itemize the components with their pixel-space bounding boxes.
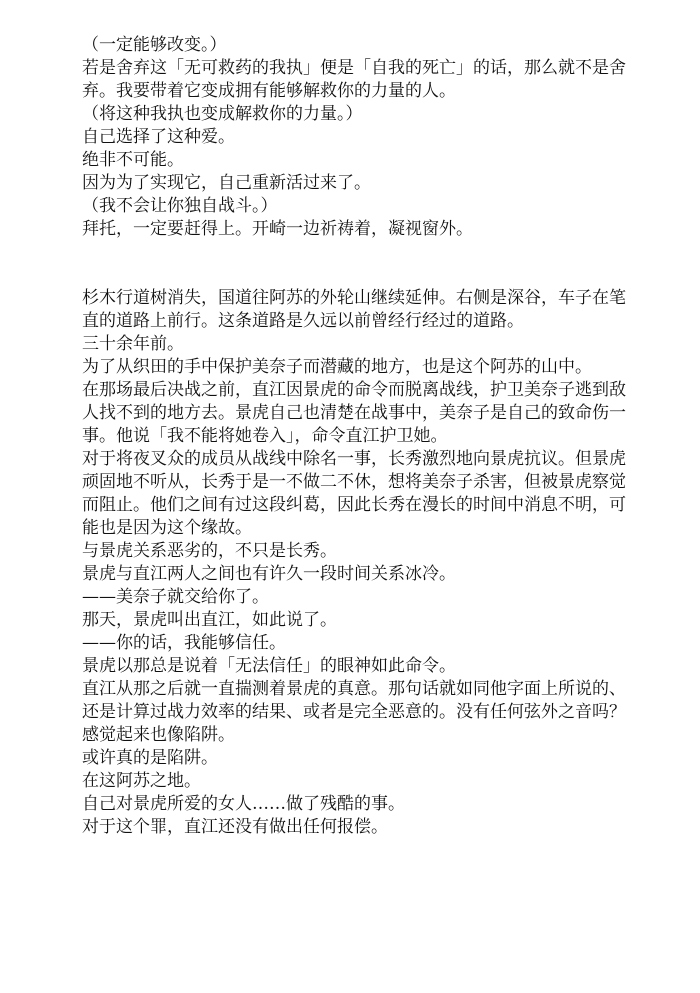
paragraph: 景虎与直江两人之间也有许久一段时间关系冰冷。 — [82, 564, 456, 584]
paragraph: 对于这个罪，直江还没有做出任何报偿。 — [82, 817, 388, 837]
paragraph: 若是舍弃这「无可救药的我执」便是「自我的死亡」的话，那么就不是舍弃。我要带着它变成拥有能够解救你的力量的人。 — [82, 58, 626, 101]
paragraph: 为了从织田的手中保护美奈子而潜藏的地方，也是这个阿苏的山中。 — [82, 357, 592, 377]
paragraph: 绝非不可能。 — [82, 150, 184, 170]
paragraph: 在那场最后决战之前，直江因景虎的命令而脱离战线，护卫美奈子逃到敌人找不到的地方去。景虎自己也清楚在战事中，美奈子是自己的致命伤一事。他说「我不能将她卷入」，命令直江护卫她。 — [82, 380, 626, 446]
paragraph: （一定能够改变。） — [82, 35, 227, 55]
section-one — [82, 34, 638, 241]
paragraph: ——你的话，我能够信任。 — [82, 633, 286, 653]
novel-page — [82, 34, 638, 839]
paragraph: ——美奈子就交给你了。 — [82, 587, 269, 607]
paragraph: 或许真的是陷阱。 — [82, 748, 218, 768]
section-two — [82, 287, 638, 839]
paragraph: （将这种我执也变成解救你的力量。） — [82, 104, 363, 124]
paragraph: 与景虎关系恶劣的，不只是长秀。 — [82, 541, 337, 561]
paragraph: 自己对景虎所爱的女人……做了残酷的事。 — [82, 794, 405, 814]
paragraph: 因为为了实现它，自己重新活过来了。 — [82, 173, 371, 193]
paragraph: 对于将夜叉众的成员从战线中除名一事，长秀激烈地向景虎抗议。但景虎顽固地不听从，长秀于是一不做二不休，想将美奈子杀害，但被景虎察觉而阻止。他们之间有过这段纠葛，因此长秀在漫长的时间中消息不明，可能也是因为这个缘故。 — [82, 449, 626, 538]
paragraph: 三十余年前。 — [82, 334, 184, 354]
paragraph: 那天，景虎叫出直江，如此说了。 — [82, 610, 337, 630]
paragraph: （我不会让你独自战斗。） — [82, 196, 278, 216]
paragraph: 景虎以那总是说着「无法信任」的眼神如此命令。 — [82, 656, 456, 676]
paragraph: 自己选择了这种爱。 — [82, 127, 235, 147]
paragraph: 杉木行道树消失，国道往阿苏的外轮山继续延伸。右侧是深谷，车子在笔直的道路上前行。这条道路是久远以前曾经行经过的道路。 — [82, 288, 626, 331]
paragraph: 直江从那之后就一直揣测着景虎的真意。那句话就如同他字面上所说的、还是计算过战力效率的结果、或者是完全恶意的。没有任何弦外之音吗？感觉起来也像陷阱。 — [82, 679, 626, 745]
paragraph: 在这阿苏之地。 — [82, 771, 201, 791]
paragraph: 拜托，一定要赶得上。开崎一边祈祷着，凝视窗外。 — [82, 219, 473, 239]
section-break — [82, 241, 638, 287]
